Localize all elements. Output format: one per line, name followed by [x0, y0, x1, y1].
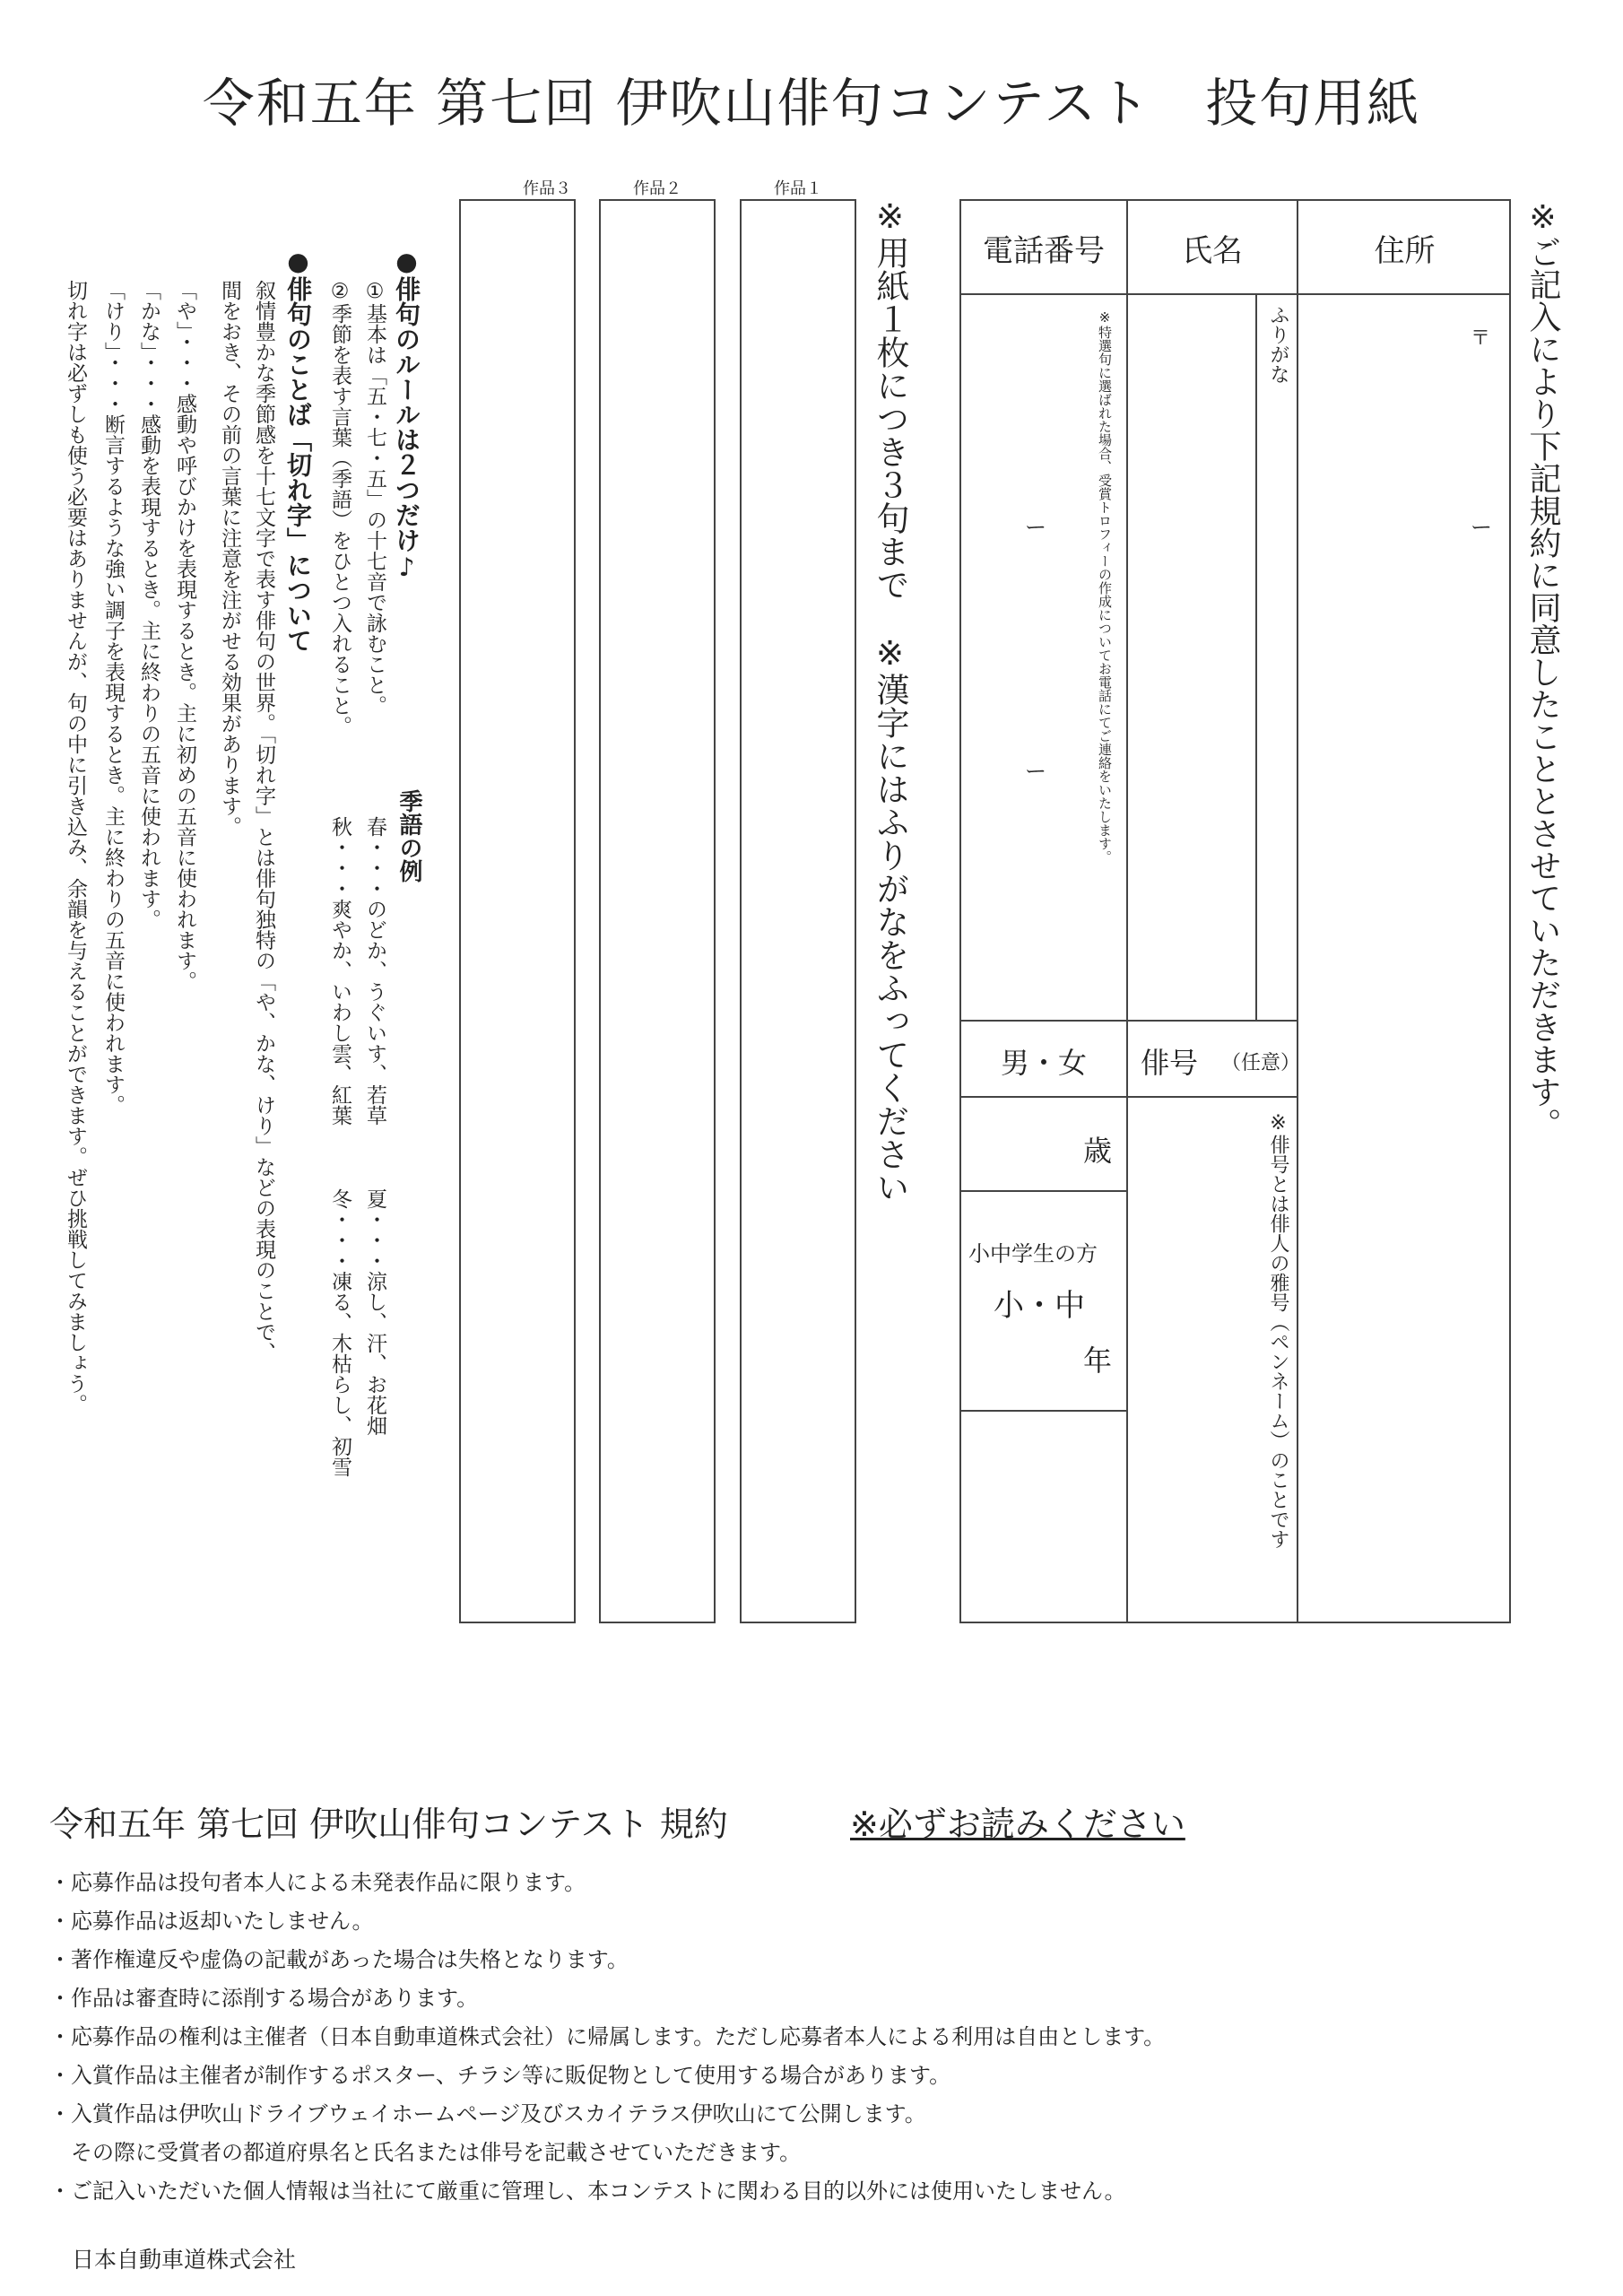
must-read: ※必ずお読みください — [850, 1805, 1185, 1844]
work-1-field[interactable] — [740, 199, 856, 1623]
kireji-text-2: 間をおき、その前の言葉に注意を注がせる効果があります。 — [218, 280, 241, 837]
name-header: 氏名 — [1182, 233, 1243, 269]
rules-heading: 令和五年 第七回 伊吹山俳句コンテスト 規約 — [49, 1805, 728, 1844]
rule-item: ・応募作品の権利は主催者（日本自動車道株式会社）に帰属します。ただし応募者本人による利用は自由とします。 — [49, 2024, 1166, 2049]
divider — [959, 1020, 1297, 1022]
haigo-note: ※俳号とは俳人の雅号（ペンネーム）のことです — [1267, 1112, 1289, 1549]
divider — [959, 293, 1511, 295]
rule-item: ・著作権違反や虚偽の記載があった場合は失格となります。 — [49, 1947, 629, 1972]
kigo-autumn: 秋・・・爽やか、いわし雲、紅葉 — [328, 816, 352, 1126]
furigana-label: ふりがな — [1267, 305, 1289, 384]
limit-note: ※用紙１枚につき３句まで ※漢字にはふりがなをふってください — [871, 197, 909, 1204]
page-title: 令和五年 第七回 伊吹山俳句コンテスト 投句用紙 — [202, 73, 1421, 134]
work-3-field[interactable] — [459, 199, 576, 1623]
kireji-ya: 「や」・・・感動や呼びかけを表現するとき。主に初めの五音に使われます。 — [173, 280, 196, 992]
rule-item: ・応募作品は返却いたしません。 — [49, 1909, 374, 1934]
gender-select[interactable]: 男・女 — [1000, 1046, 1087, 1080]
rule-item: ・入賞作品は伊吹山ドライブウェイホームページ及びスカイテラス伊吹山にて公開します。 — [49, 2101, 926, 2126]
postal-dash: ー — [1471, 515, 1492, 540]
address-header: 住所 — [1374, 233, 1436, 269]
rule-item: ・応募作品は投句者本人による未発表作品に限ります。 — [49, 1870, 586, 1895]
phone-dash: ー — [1025, 515, 1046, 540]
divider — [1255, 293, 1257, 1020]
consent-note: ※ご記入により下記規約に同意したこととさせていただきます。 — [1524, 199, 1561, 1140]
work-label-3: 作品３ — [523, 179, 571, 198]
rule-2: ②季節を表す言葉（季語）をひとつ入れること。 — [328, 280, 352, 736]
kigo-winter: 冬・・・凍る、木枯らし、初雪 — [328, 1188, 352, 1477]
kigo-spring: 春・・・のどか、うぐいす、若草 — [363, 816, 386, 1126]
phone-input[interactable] — [979, 296, 1114, 1018]
haigo-optional: （任意） — [1221, 1052, 1301, 1074]
kigo-title: 季語の例 — [395, 789, 422, 883]
rule-item: その際に受賞者の都道府県名と氏名または俳号を記載させていただきます。 — [49, 2140, 802, 2165]
kireji-last: 切れ字は必ずしも使う必要はありませんが、句の中に引き込み、余韻を与えることができます。ぜひ挑戦してみましょう。 — [64, 280, 87, 1414]
rule-item: ・作品は審査時に添削する場合があります。 — [49, 1986, 479, 2011]
phone-dash: ー — [1025, 759, 1046, 784]
rule-item: ・ご記入いただいた個人情報は当社にて厳重に管理し、本コンテストに関わる目的以外には使用いたしません。 — [49, 2179, 1126, 2204]
haigo-label: 俳号 — [1141, 1046, 1199, 1080]
address-input[interactable] — [1302, 296, 1506, 1619]
kireji-kana: 「かな」・・・感動を表現するとき。主に終わりの五音に使われます。 — [137, 280, 161, 930]
school-select[interactable]: 小・中 — [994, 1288, 1085, 1324]
rules-title: ●俳句のルールは２つだけ♪ — [392, 247, 421, 582]
kireji-keri: 「けり」・・・断言するような強い調子を表現するとき。主に終わりの五音に使われます。 — [101, 280, 125, 1116]
haigo-input[interactable] — [1132, 1100, 1275, 1620]
divider — [959, 1410, 1128, 1412]
grade-label: 年 — [1083, 1344, 1113, 1378]
divider — [959, 1190, 1128, 1192]
name-input[interactable] — [1132, 296, 1252, 1018]
work-label-1: 作品１ — [774, 179, 822, 198]
work-2-field[interactable] — [599, 199, 716, 1623]
work-label-2: 作品２ — [633, 179, 681, 198]
phone-note: ※特選句に選ばれた場合、受賞トロフィーの作成についてお電話にてご連絡をいたします。 — [1097, 309, 1113, 864]
rules-list — [49, 1864, 1165, 2211]
kigo-summer: 夏・・・涼し、汗、お花畑 — [363, 1188, 386, 1436]
kireji-text-1: 叙情豊かな季節感を十七文字で表す俳句の世界。「切れ字」とは俳句独特の「や、かな、けり」などの表現のことで、 — [252, 280, 275, 1363]
age-label: 歳 — [1083, 1134, 1113, 1168]
rule-1: ①基本は「五・七・五」の十七音で詠むこと。 — [363, 280, 386, 716]
kireji-title: ●俳句のことば「切れ字」について — [283, 247, 313, 653]
student-label: 小中学生の方 — [968, 1241, 1098, 1266]
rule-item: ・入賞作品は主催者が制作するポスター、チラシ等に販促物として使用する場合があります。 — [49, 2063, 951, 2088]
phone-header: 電話番号 — [983, 233, 1105, 269]
divider — [1297, 199, 1298, 1623]
divider — [959, 1096, 1297, 1098]
company-name: 日本自動車道株式会社 — [72, 2247, 297, 2273]
postal-mark: 〒 — [1471, 327, 1491, 350]
